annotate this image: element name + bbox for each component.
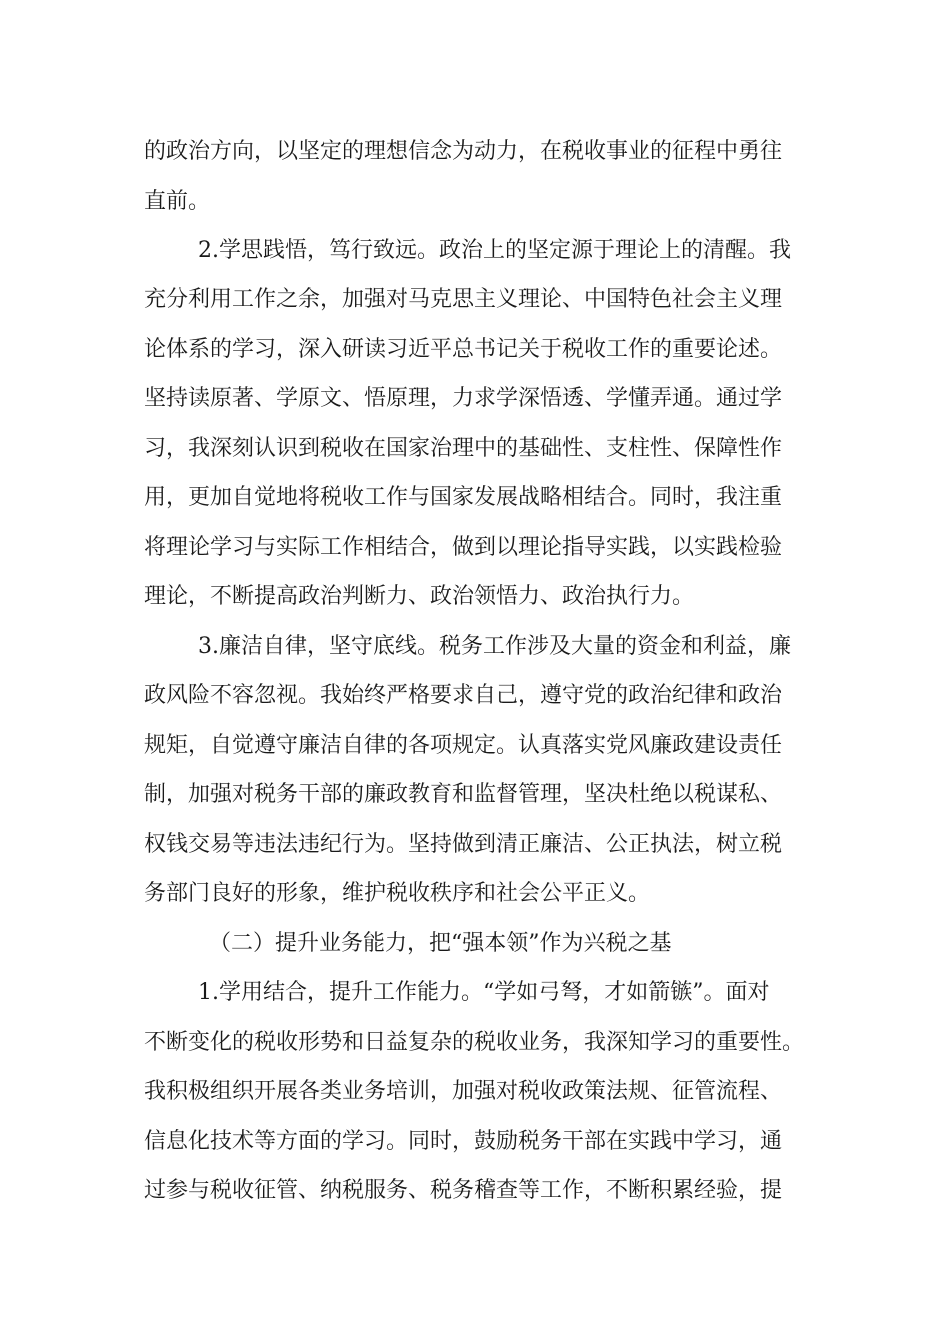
text-line: 不断变化的税收形势和日益复杂的税收业务，我深知学习的重要性。 xyxy=(144,1030,805,1055)
text-line: 坚持读原著、学原文、悟原理，力求学深悟透、学懂弄通。通过学 xyxy=(144,386,783,411)
text-line: 过参与税收征管、纳税服务、税务稽查等工作，不断积累经验，提 xyxy=(144,1178,783,1203)
paragraph-start-line: 3.廉洁自律，坚守底线。税务工作涉及大量的资金和利益，廉 xyxy=(198,634,791,659)
paragraph-start-line: 1.学用结合，提升工作能力。“学如弓弩，才如箭镞”。面对 xyxy=(198,980,770,1005)
text-line: 权钱交易等违法违纪行为。坚持做到清正廉洁、公正执法，树立税 xyxy=(144,832,783,857)
section-heading: （二）提升业务能力，把“强本领”作为兴税之基 xyxy=(209,931,672,956)
text-line: 政风险不容忽视。我始终严格要求自己，遵守党的政治纪律和政治 xyxy=(144,683,783,708)
text-line: 的政治方向，以坚定的理想信念为动力，在税收事业的征程中勇往 xyxy=(144,139,783,164)
text-line: 用，更加自觉地将税收工作与国家发展战略相结合。同时，我注重 xyxy=(144,485,783,510)
paragraph-start-line: 2.学思践悟，笃行致远。政治上的坚定源于理论上的清醒。我 xyxy=(198,238,791,263)
text-line: 我积极组织开展各类业务培训，加强对税收政策法规、征管流程、 xyxy=(144,1079,783,1104)
text-line: 规矩，自觉遵守廉洁自律的各项规定。认真落实党风廉政建设责任 xyxy=(144,733,783,758)
text-line: 习，我深刻认识到税收在国家治理中的基础性、支柱性、保障性作 xyxy=(144,436,783,461)
text-line: 务部门良好的形象，维护税收秩序和社会公平正义。 xyxy=(144,881,651,906)
text-line: 理论，不断提高政治判断力、政治领悟力、政治执行力。 xyxy=(144,584,695,609)
text-line: 将理论学习与实际工作相结合，做到以理论指导实践，以实践检验 xyxy=(144,535,783,560)
text-line: 论体系的学习，深入研读习近平总书记关于税收工作的重要论述。 xyxy=(144,337,783,362)
text-line: 信息化技术等方面的学习。同时，鼓励税务干部在实践中学习，通 xyxy=(144,1129,783,1154)
text-line: 充分利用工作之余，加强对马克思主义理论、中国特色社会主义理 xyxy=(144,287,783,312)
text-line: 直前。 xyxy=(144,189,211,214)
text-line: 制，加强对税务干部的廉政教育和监督管理，坚决杜绝以税谋私、 xyxy=(144,782,783,807)
